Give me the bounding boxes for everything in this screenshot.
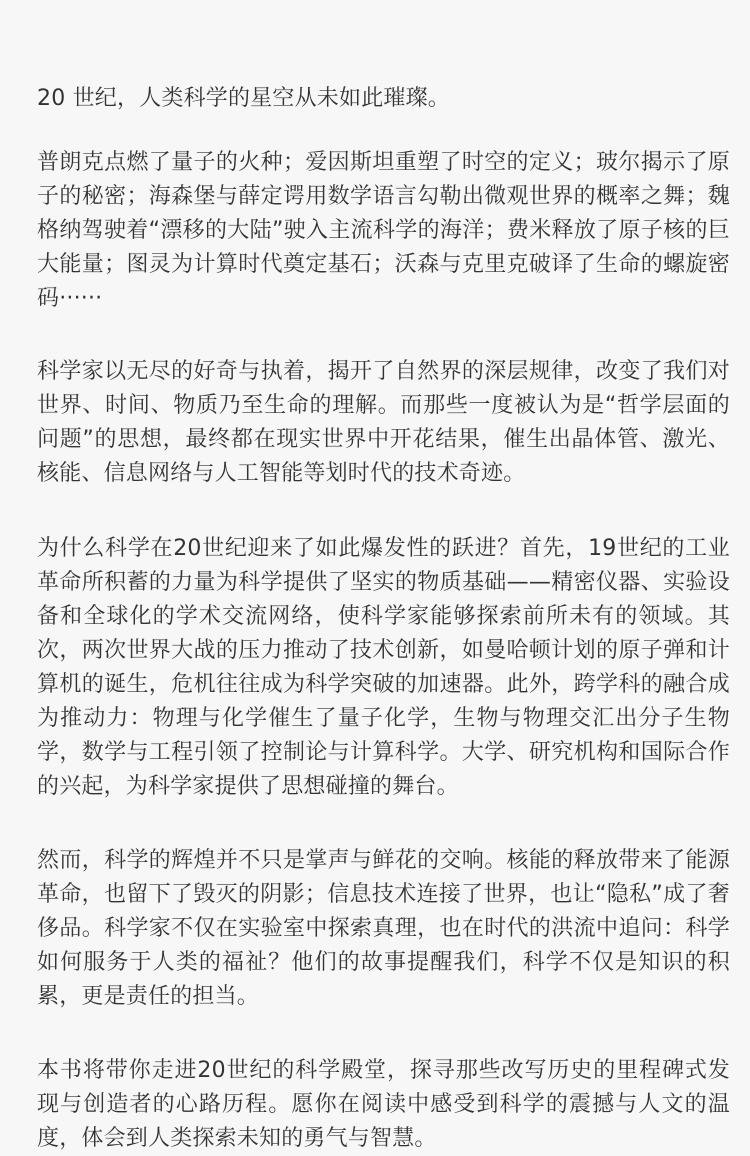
paragraph-why-leap: 为什么科学在20世纪迎来了如此爆发性的跃进？首先，19世纪的工业革命所积蓄的力量为科学提供了坚实的物质基础——精密仪器、实验设备和全球化的学术交流网络，使科学家能够探索前所未有的领域。其次，两次世界大战的压力推动了技术创新，如曼哈顿计划的原子弹和计算机的诞生，危机往往成为科学突破的加速器。此外，跨学科的融合成为推动力：物理与化学催生了量子化学，生物与物理交汇出分子生物学，数学与工程引领了控制论与计算科学。大学、研究机构和国际合作的兴起，为科学家提供了思想碰撞的舞台。 bbox=[37, 536, 730, 799]
paragraph-scientists-list: 普朗克点燃了量子的火种；爱因斯坦重塑了时空的定义；玻尔揭示了原子的秘密；海森堡与薛定谔用数学语言勾勒出微观世界的概率之舞；魏格纳驾驶着“漂移的大陆”驶入主流科学的海洋；费米释放了原子核的巨大能量；图灵为计算时代奠定基石；沃森与克里克破译了生命的螺旋密码······ bbox=[37, 150, 730, 311]
paragraph-responsibility: 然而，科学的辉煌并不只是掌声与鲜花的交响。核能的释放带来了能源革命，也留下了毁灭的阴影；信息技术连接了世界，也让“隐私”成了奢侈品。科学家不仅在实验室中探索真理，也在时代的洪流中追问：科学如何服务于人类的福祉？他们的故事提醒我们，科学不仅是知识的积累，更是责任的担当。 bbox=[37, 848, 730, 1009]
intro-line: 20 世纪，人类科学的星空从未如此璀璨。 bbox=[37, 86, 450, 111]
paragraph-curiosity: 科学家以无尽的好奇与执着，揭开了自然界的深层规律，改变了我们对世界、时间、物质乃至生命的理解。而那些一度被认为是“哲学层面的问题”的思想，最终都在现实世界中开花结果，催生出晶体管、激光、核能、信息网络与人工智能等划时代的技术奇迹。 bbox=[37, 359, 730, 486]
paragraph-book-intro: 本书将带你走进20世纪的科学殿堂，探寻那些改写历史的里程碑式发现与创造者的心路历程。愿你在阅读中感受到科学的震撼与人文的温度，体会到人类探索未知的勇气与智慧。 bbox=[37, 1058, 730, 1151]
